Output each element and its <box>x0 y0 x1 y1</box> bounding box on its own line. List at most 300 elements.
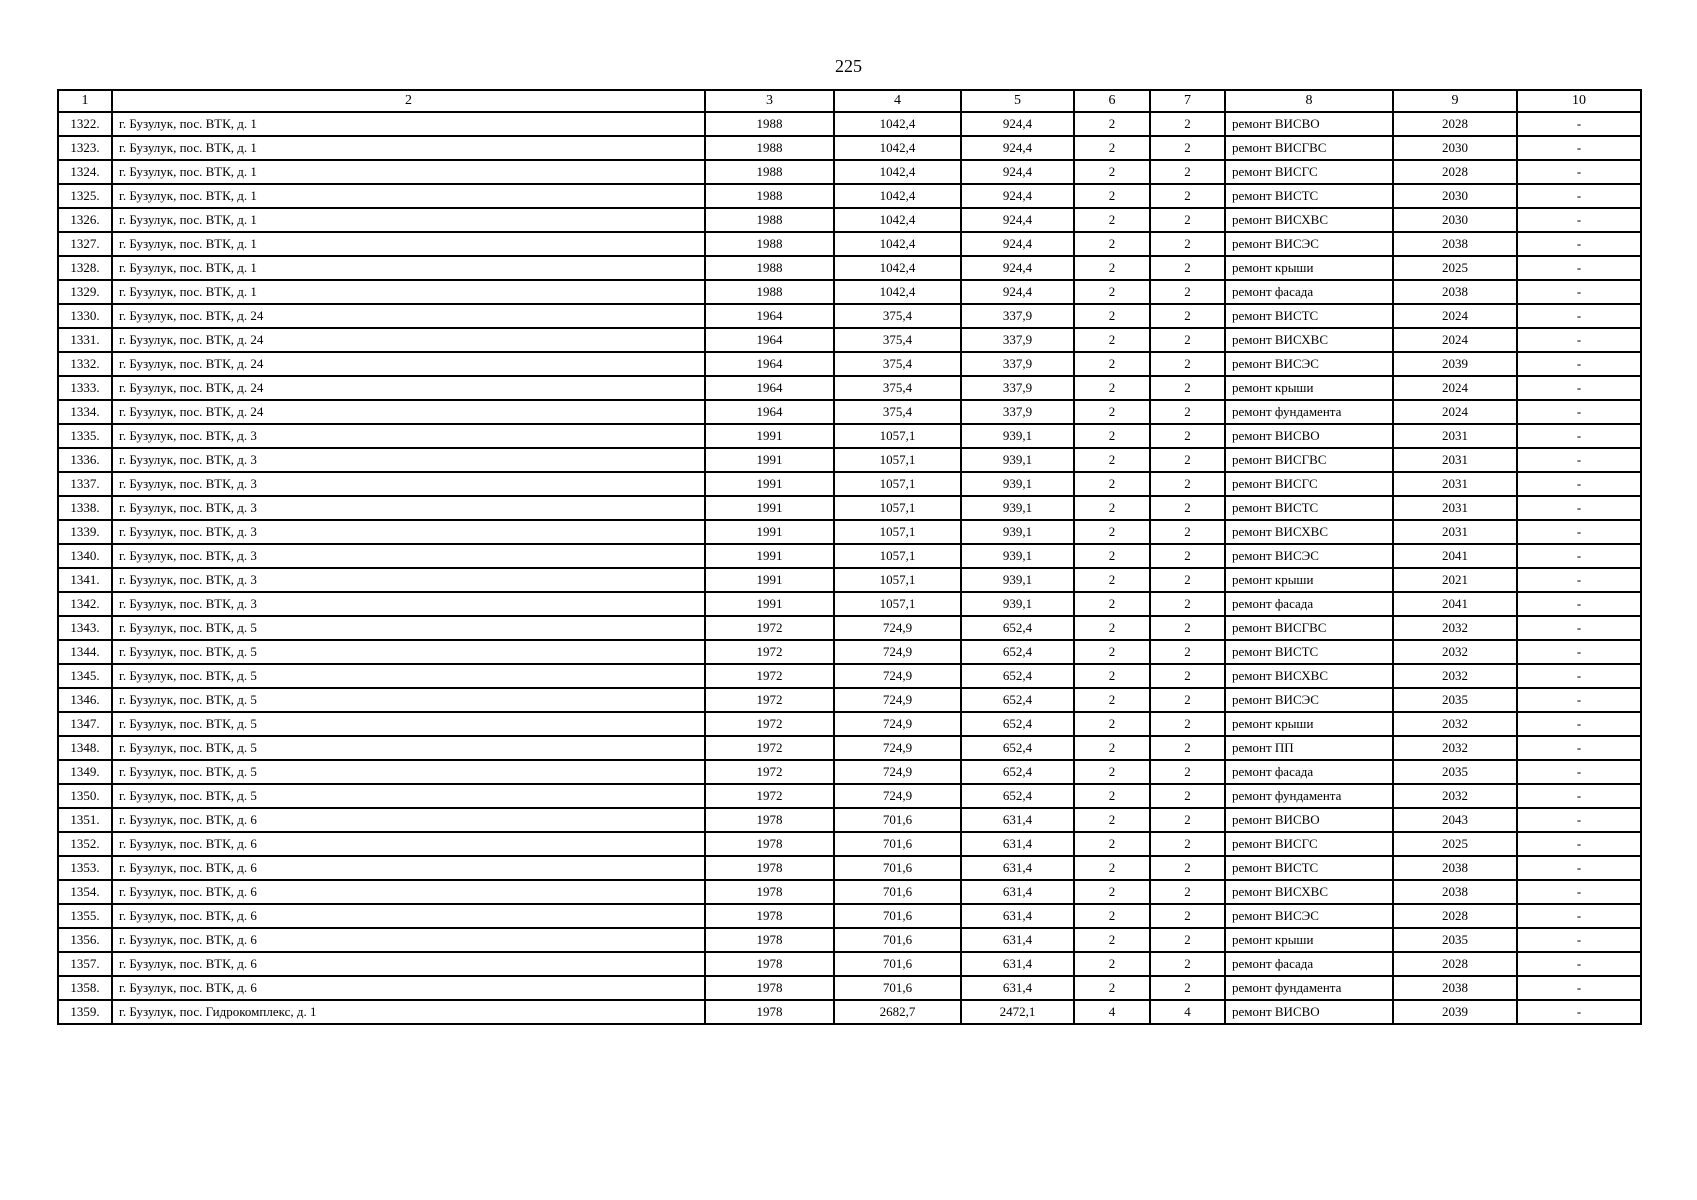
floors-cell: 2 <box>1074 184 1150 208</box>
build-year-cell: 1978 <box>705 856 834 880</box>
work-type-cell: ремонт ВИСЭС <box>1225 904 1393 928</box>
address-cell: г. Бузулук, пос. ВТК, д. 3 <box>112 592 705 616</box>
floors-cell: 2 <box>1074 112 1150 136</box>
work-type-cell: ремонт ВИСТС <box>1225 304 1393 328</box>
row-number-cell: 1342. <box>58 592 112 616</box>
total-area-cell: 1057,1 <box>834 448 961 472</box>
floors-cell: 2 <box>1074 544 1150 568</box>
address-cell: г. Бузулук, пос. ВТК, д. 24 <box>112 400 705 424</box>
address-cell: г. Бузулук, пос. ВТК, д. 3 <box>112 520 705 544</box>
note-cell: - <box>1517 328 1641 352</box>
note-cell: - <box>1517 712 1641 736</box>
total-area-cell: 701,6 <box>834 976 961 1000</box>
note-cell: - <box>1517 352 1641 376</box>
total-area-cell: 724,9 <box>834 688 961 712</box>
address-cell: г. Бузулук, пос. ВТК, д. 1 <box>112 232 705 256</box>
total-area-cell: 701,6 <box>834 832 961 856</box>
floors-cell: 2 <box>1074 616 1150 640</box>
entrances-cell: 2 <box>1150 760 1225 784</box>
planned-year-cell: 2031 <box>1393 520 1517 544</box>
build-year-cell: 1972 <box>705 784 834 808</box>
living-area-cell: 939,1 <box>961 448 1074 472</box>
row-number-cell: 1335. <box>58 424 112 448</box>
work-type-cell: ремонт фасада <box>1225 760 1393 784</box>
build-year-cell: 1988 <box>705 160 834 184</box>
note-cell: - <box>1517 976 1641 1000</box>
work-type-cell: ремонт фундамента <box>1225 784 1393 808</box>
work-type-cell: ремонт фасада <box>1225 592 1393 616</box>
address-cell: г. Бузулук, пос. ВТК, д. 3 <box>112 472 705 496</box>
planned-year-cell: 2024 <box>1393 400 1517 424</box>
floors-cell: 2 <box>1074 976 1150 1000</box>
living-area-cell: 631,4 <box>961 952 1074 976</box>
planned-year-cell: 2032 <box>1393 784 1517 808</box>
build-year-cell: 1988 <box>705 184 834 208</box>
living-area-cell: 337,9 <box>961 328 1074 352</box>
address-cell: г. Бузулук, пос. ВТК, д. 3 <box>112 544 705 568</box>
total-area-cell: 375,4 <box>834 328 961 352</box>
planned-year-cell: 2032 <box>1393 640 1517 664</box>
address-cell: г. Бузулук, пос. ВТК, д. 3 <box>112 496 705 520</box>
planned-year-cell: 2025 <box>1393 256 1517 280</box>
column-header: 3 <box>705 90 834 112</box>
entrances-cell: 2 <box>1150 280 1225 304</box>
living-area-cell: 939,1 <box>961 544 1074 568</box>
entrances-cell: 2 <box>1150 736 1225 760</box>
row-number-cell: 1345. <box>58 664 112 688</box>
note-cell: - <box>1517 592 1641 616</box>
living-area-cell: 652,4 <box>961 736 1074 760</box>
note-cell: - <box>1517 232 1641 256</box>
total-area-cell: 1057,1 <box>834 568 961 592</box>
build-year-cell: 1991 <box>705 520 834 544</box>
entrances-cell: 2 <box>1150 880 1225 904</box>
address-cell: г. Бузулук, пос. ВТК, д. 1 <box>112 136 705 160</box>
note-cell: - <box>1517 856 1641 880</box>
living-area-cell: 652,4 <box>961 640 1074 664</box>
living-area-cell: 631,4 <box>961 904 1074 928</box>
entrances-cell: 2 <box>1150 424 1225 448</box>
total-area-cell: 1042,4 <box>834 160 961 184</box>
total-area-cell: 1057,1 <box>834 472 961 496</box>
table-row <box>58 880 1641 904</box>
work-type-cell: ремонт ВИСХВС <box>1225 208 1393 232</box>
table-row <box>58 568 1641 592</box>
note-cell: - <box>1517 304 1641 328</box>
entrances-cell: 2 <box>1150 184 1225 208</box>
table-row <box>58 448 1641 472</box>
table-row <box>58 496 1641 520</box>
floors-cell: 2 <box>1074 688 1150 712</box>
floors-cell: 2 <box>1074 736 1150 760</box>
column-header: 10 <box>1517 90 1641 112</box>
row-number-cell: 1339. <box>58 520 112 544</box>
build-year-cell: 1964 <box>705 376 834 400</box>
floors-cell: 2 <box>1074 424 1150 448</box>
table-row <box>58 376 1641 400</box>
work-type-cell: ремонт ВИСЭС <box>1225 688 1393 712</box>
build-year-cell: 1988 <box>705 112 834 136</box>
table-body <box>58 112 1641 1024</box>
work-type-cell: ремонт ВИСВО <box>1225 424 1393 448</box>
living-area-cell: 631,4 <box>961 856 1074 880</box>
row-number-cell: 1331. <box>58 328 112 352</box>
entrances-cell: 2 <box>1150 448 1225 472</box>
planned-year-cell: 2031 <box>1393 448 1517 472</box>
build-year-cell: 1978 <box>705 832 834 856</box>
note-cell: - <box>1517 736 1641 760</box>
row-number-cell: 1355. <box>58 904 112 928</box>
build-year-cell: 1991 <box>705 544 834 568</box>
entrances-cell: 2 <box>1150 232 1225 256</box>
living-area-cell: 939,1 <box>961 472 1074 496</box>
note-cell: - <box>1517 832 1641 856</box>
total-area-cell: 724,9 <box>834 760 961 784</box>
address-cell: г. Бузулук, пос. ВТК, д. 5 <box>112 640 705 664</box>
row-number-cell: 1338. <box>58 496 112 520</box>
table-row <box>58 712 1641 736</box>
entrances-cell: 2 <box>1150 808 1225 832</box>
entrances-cell: 2 <box>1150 400 1225 424</box>
row-number-cell: 1356. <box>58 928 112 952</box>
floors-cell: 2 <box>1074 520 1150 544</box>
total-area-cell: 375,4 <box>834 376 961 400</box>
column-header: 5 <box>961 90 1074 112</box>
row-number-cell: 1357. <box>58 952 112 976</box>
planned-year-cell: 2038 <box>1393 280 1517 304</box>
planned-year-cell: 2031 <box>1393 424 1517 448</box>
work-type-cell: ремонт ВИСЭС <box>1225 544 1393 568</box>
total-area-cell: 2682,7 <box>834 1000 961 1024</box>
row-number-cell: 1346. <box>58 688 112 712</box>
floors-cell: 2 <box>1074 232 1150 256</box>
total-area-cell: 1042,4 <box>834 208 961 232</box>
planned-year-cell: 2028 <box>1393 112 1517 136</box>
build-year-cell: 1988 <box>705 208 834 232</box>
build-year-cell: 1978 <box>705 952 834 976</box>
total-area-cell: 1042,4 <box>834 184 961 208</box>
work-type-cell: ремонт крыши <box>1225 928 1393 952</box>
address-cell: г. Бузулук, пос. ВТК, д. 24 <box>112 376 705 400</box>
entrances-cell: 2 <box>1150 976 1225 1000</box>
living-area-cell: 337,9 <box>961 400 1074 424</box>
note-cell: - <box>1517 880 1641 904</box>
row-number-cell: 1340. <box>58 544 112 568</box>
floors-cell: 2 <box>1074 712 1150 736</box>
work-type-cell: ремонт фундамента <box>1225 976 1393 1000</box>
floors-cell: 2 <box>1074 952 1150 976</box>
address-cell: г. Бузулук, пос. ВТК, д. 1 <box>112 280 705 304</box>
total-area-cell: 1057,1 <box>834 424 961 448</box>
table-row <box>58 304 1641 328</box>
build-year-cell: 1964 <box>705 304 834 328</box>
work-type-cell: ремонт ВИСГС <box>1225 832 1393 856</box>
address-cell: г. Бузулук, пос. ВТК, д. 1 <box>112 256 705 280</box>
entrances-cell: 2 <box>1150 544 1225 568</box>
build-year-cell: 1972 <box>705 760 834 784</box>
note-cell: - <box>1517 424 1641 448</box>
table-row <box>58 664 1641 688</box>
row-number-cell: 1336. <box>58 448 112 472</box>
living-area-cell: 924,4 <box>961 136 1074 160</box>
planned-year-cell: 2041 <box>1393 544 1517 568</box>
table-row <box>58 760 1641 784</box>
floors-cell: 2 <box>1074 760 1150 784</box>
note-cell: - <box>1517 616 1641 640</box>
living-area-cell: 939,1 <box>961 424 1074 448</box>
work-type-cell: ремонт ВИСГВС <box>1225 136 1393 160</box>
row-number-cell: 1333. <box>58 376 112 400</box>
planned-year-cell: 2030 <box>1393 208 1517 232</box>
floors-cell: 2 <box>1074 784 1150 808</box>
floors-cell: 2 <box>1074 496 1150 520</box>
table-row <box>58 280 1641 304</box>
floors-cell: 2 <box>1074 376 1150 400</box>
note-cell: - <box>1517 784 1641 808</box>
total-area-cell: 1042,4 <box>834 136 961 160</box>
address-cell: г. Бузулук, пос. ВТК, д. 5 <box>112 784 705 808</box>
total-area-cell: 701,6 <box>834 880 961 904</box>
note-cell: - <box>1517 760 1641 784</box>
row-number-cell: 1327. <box>58 232 112 256</box>
floors-cell: 2 <box>1074 568 1150 592</box>
note-cell: - <box>1517 688 1641 712</box>
work-type-cell: ремонт крыши <box>1225 712 1393 736</box>
planned-year-cell: 2035 <box>1393 928 1517 952</box>
row-number-cell: 1350. <box>58 784 112 808</box>
planned-year-cell: 2043 <box>1393 808 1517 832</box>
address-cell: г. Бузулук, пос. ВТК, д. 1 <box>112 208 705 232</box>
planned-year-cell: 2032 <box>1393 736 1517 760</box>
living-area-cell: 631,4 <box>961 880 1074 904</box>
living-area-cell: 924,4 <box>961 160 1074 184</box>
total-area-cell: 1042,4 <box>834 232 961 256</box>
note-cell: - <box>1517 952 1641 976</box>
note-cell: - <box>1517 472 1641 496</box>
build-year-cell: 1964 <box>705 328 834 352</box>
note-cell: - <box>1517 496 1641 520</box>
planned-year-cell: 2038 <box>1393 880 1517 904</box>
build-year-cell: 1978 <box>705 928 834 952</box>
header-row <box>58 90 1641 112</box>
entrances-cell: 2 <box>1150 256 1225 280</box>
total-area-cell: 375,4 <box>834 352 961 376</box>
floors-cell: 2 <box>1074 328 1150 352</box>
build-year-cell: 1988 <box>705 256 834 280</box>
entrances-cell: 2 <box>1150 328 1225 352</box>
table-row <box>58 904 1641 928</box>
planned-year-cell: 2028 <box>1393 904 1517 928</box>
row-number-cell: 1329. <box>58 280 112 304</box>
work-type-cell: ремонт ВИСВО <box>1225 112 1393 136</box>
floors-cell: 2 <box>1074 856 1150 880</box>
note-cell: - <box>1517 1000 1641 1024</box>
living-area-cell: 652,4 <box>961 688 1074 712</box>
note-cell: - <box>1517 568 1641 592</box>
floors-cell: 2 <box>1074 640 1150 664</box>
entrances-cell: 2 <box>1150 136 1225 160</box>
total-area-cell: 724,9 <box>834 664 961 688</box>
entrances-cell: 2 <box>1150 568 1225 592</box>
entrances-cell: 2 <box>1150 472 1225 496</box>
row-number-cell: 1337. <box>58 472 112 496</box>
address-cell: г. Бузулук, пос. ВТК, д. 5 <box>112 760 705 784</box>
planned-year-cell: 2039 <box>1393 1000 1517 1024</box>
table-row <box>58 856 1641 880</box>
address-cell: г. Бузулук, пос. ВТК, д. 6 <box>112 808 705 832</box>
build-year-cell: 1972 <box>705 664 834 688</box>
row-number-cell: 1330. <box>58 304 112 328</box>
table-row <box>58 808 1641 832</box>
floors-cell: 2 <box>1074 448 1150 472</box>
build-year-cell: 1991 <box>705 496 834 520</box>
work-type-cell: ремонт фасада <box>1225 952 1393 976</box>
work-type-cell: ремонт ВИСЭС <box>1225 232 1393 256</box>
row-number-cell: 1343. <box>58 616 112 640</box>
address-cell: г. Бузулук, пос. ВТК, д. 3 <box>112 424 705 448</box>
total-area-cell: 701,6 <box>834 808 961 832</box>
note-cell: - <box>1517 376 1641 400</box>
address-cell: г. Бузулук, пос. ВТК, д. 6 <box>112 952 705 976</box>
planned-year-cell: 2038 <box>1393 232 1517 256</box>
column-header: 6 <box>1074 90 1150 112</box>
living-area-cell: 924,4 <box>961 184 1074 208</box>
table-row <box>58 328 1641 352</box>
floors-cell: 4 <box>1074 1000 1150 1024</box>
address-cell: г. Бузулук, пос. ВТК, д. 24 <box>112 328 705 352</box>
table-row <box>58 256 1641 280</box>
table-row <box>58 472 1641 496</box>
total-area-cell: 1042,4 <box>834 280 961 304</box>
row-number-cell: 1348. <box>58 736 112 760</box>
build-year-cell: 1988 <box>705 232 834 256</box>
row-number-cell: 1358. <box>58 976 112 1000</box>
planned-year-cell: 2039 <box>1393 352 1517 376</box>
total-area-cell: 701,6 <box>834 952 961 976</box>
note-cell: - <box>1517 208 1641 232</box>
entrances-cell: 2 <box>1150 352 1225 376</box>
row-number-cell: 1328. <box>58 256 112 280</box>
row-number-cell: 1341. <box>58 568 112 592</box>
floors-cell: 2 <box>1074 136 1150 160</box>
entrances-cell: 2 <box>1150 904 1225 928</box>
row-number-cell: 1347. <box>58 712 112 736</box>
living-area-cell: 924,4 <box>961 280 1074 304</box>
table-row <box>58 832 1641 856</box>
build-year-cell: 1964 <box>705 352 834 376</box>
planned-year-cell: 2032 <box>1393 616 1517 640</box>
row-number-cell: 1323. <box>58 136 112 160</box>
living-area-cell: 652,4 <box>961 616 1074 640</box>
total-area-cell: 724,9 <box>834 640 961 664</box>
build-year-cell: 1978 <box>705 808 834 832</box>
build-year-cell: 1978 <box>705 1000 834 1024</box>
address-cell: г. Бузулук, пос. ВТК, д. 5 <box>112 664 705 688</box>
table-row <box>58 352 1641 376</box>
build-year-cell: 1978 <box>705 904 834 928</box>
planned-year-cell: 2028 <box>1393 952 1517 976</box>
floors-cell: 2 <box>1074 880 1150 904</box>
column-header: 9 <box>1393 90 1517 112</box>
note-cell: - <box>1517 448 1641 472</box>
planned-year-cell: 2041 <box>1393 592 1517 616</box>
note-cell: - <box>1517 640 1641 664</box>
note-cell: - <box>1517 280 1641 304</box>
floors-cell: 2 <box>1074 664 1150 688</box>
table-row <box>58 544 1641 568</box>
entrances-cell: 2 <box>1150 712 1225 736</box>
column-header: 4 <box>834 90 961 112</box>
address-cell: г. Бузулук, пос. ВТК, д. 24 <box>112 304 705 328</box>
total-area-cell: 1042,4 <box>834 112 961 136</box>
work-type-cell: ремонт ВИСВО <box>1225 1000 1393 1024</box>
table-row <box>58 688 1641 712</box>
living-area-cell: 939,1 <box>961 520 1074 544</box>
planned-year-cell: 2028 <box>1393 160 1517 184</box>
total-area-cell: 1057,1 <box>834 520 961 544</box>
total-area-cell: 701,6 <box>834 904 961 928</box>
entrances-cell: 4 <box>1150 1000 1225 1024</box>
living-area-cell: 939,1 <box>961 592 1074 616</box>
living-area-cell: 631,4 <box>961 976 1074 1000</box>
row-number-cell: 1353. <box>58 856 112 880</box>
work-type-cell: ремонт ВИСХВС <box>1225 664 1393 688</box>
work-type-cell: ремонт ВИСГВС <box>1225 616 1393 640</box>
build-year-cell: 1972 <box>705 688 834 712</box>
row-number-cell: 1322. <box>58 112 112 136</box>
planned-year-cell: 2024 <box>1393 304 1517 328</box>
living-area-cell: 924,4 <box>961 112 1074 136</box>
address-cell: г. Бузулук, пос. ВТК, д. 6 <box>112 928 705 952</box>
table-row <box>58 160 1641 184</box>
planned-year-cell: 2032 <box>1393 664 1517 688</box>
total-area-cell: 375,4 <box>834 400 961 424</box>
address-cell: г. Бузулук, пос. ВТК, д. 6 <box>112 880 705 904</box>
note-cell: - <box>1517 664 1641 688</box>
entrances-cell: 2 <box>1150 952 1225 976</box>
row-number-cell: 1326. <box>58 208 112 232</box>
build-year-cell: 1991 <box>705 448 834 472</box>
column-header: 7 <box>1150 90 1225 112</box>
total-area-cell: 724,9 <box>834 784 961 808</box>
entrances-cell: 2 <box>1150 664 1225 688</box>
living-area-cell: 924,4 <box>961 256 1074 280</box>
entrances-cell: 2 <box>1150 592 1225 616</box>
note-cell: - <box>1517 520 1641 544</box>
total-area-cell: 701,6 <box>834 856 961 880</box>
planned-year-cell: 2038 <box>1393 976 1517 1000</box>
floors-cell: 2 <box>1074 400 1150 424</box>
total-area-cell: 724,9 <box>834 736 961 760</box>
address-cell: г. Бузулук, пос. ВТК, д. 6 <box>112 976 705 1000</box>
floors-cell: 2 <box>1074 208 1150 232</box>
living-area-cell: 631,4 <box>961 808 1074 832</box>
planned-year-cell: 2031 <box>1393 472 1517 496</box>
build-year-cell: 1991 <box>705 424 834 448</box>
build-year-cell: 1972 <box>705 736 834 760</box>
living-area-cell: 337,9 <box>961 376 1074 400</box>
work-type-cell: ремонт ВИСГС <box>1225 472 1393 496</box>
planned-year-cell: 2021 <box>1393 568 1517 592</box>
entrances-cell: 2 <box>1150 640 1225 664</box>
note-cell: - <box>1517 928 1641 952</box>
floors-cell: 2 <box>1074 472 1150 496</box>
build-year-cell: 1991 <box>705 568 834 592</box>
note-cell: - <box>1517 808 1641 832</box>
work-type-cell: ремонт ВИСЭС <box>1225 352 1393 376</box>
repair-schedule-table <box>57 89 1642 1025</box>
table-row <box>58 184 1641 208</box>
